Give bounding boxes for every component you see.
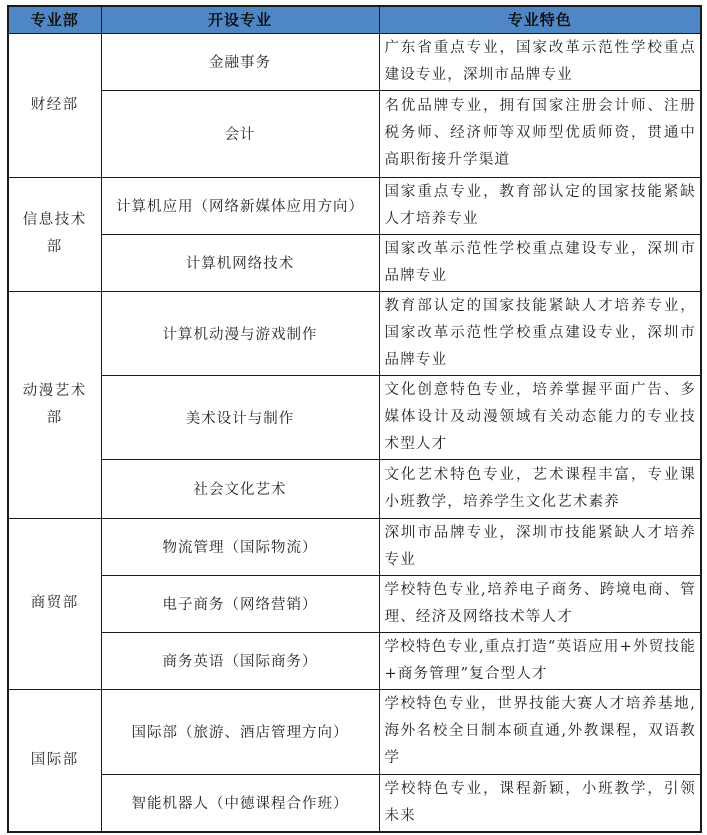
- major-cell: 社会文化艺术: [101, 459, 379, 518]
- feature-cell: 学校特色专业，世界技能大赛人才培养基地,海外名校全日制本硕直通,外教课程，双语教学: [379, 689, 701, 774]
- department-cell: 国际部: [8, 689, 101, 832]
- majors-table: [7, 5, 702, 833]
- table-row: [8, 689, 701, 774]
- feature-cell: 学校特色专业,重点打造“英语应用+外贸技能+商务管理”复合型人才: [379, 632, 701, 689]
- feature-cell: 国家改革示范性学校重点建设专业，深圳市品牌专业: [379, 234, 701, 291]
- column-header-majors: 开设专业: [101, 6, 379, 33]
- major-cell: 智能机器人（中德课程合作班）: [101, 774, 379, 832]
- table-row: [8, 575, 701, 632]
- table-row: [8, 518, 701, 575]
- table-row: [8, 234, 701, 291]
- major-cell: 物流管理（国际物流）: [101, 518, 379, 575]
- table-row: [8, 632, 701, 689]
- table-row: [8, 375, 701, 459]
- department-cell: 动漫艺术部: [8, 291, 101, 518]
- major-cell: 金融事务: [101, 33, 379, 90]
- table-row: [8, 90, 701, 177]
- column-header-features: 专业特色: [379, 6, 701, 33]
- major-cell: 美术设计与制作: [101, 375, 379, 459]
- header-row: [8, 6, 701, 33]
- table-row: [8, 774, 701, 832]
- feature-cell: 文化创意特色专业，培养掌握平面广告、多媒体设计及动漫领域有关动态能力的专业技术型人才: [379, 375, 701, 459]
- feature-cell: 学校特色专业，课程新颖，小班教学，引领未来: [379, 774, 701, 832]
- major-cell: 商务英语（国际商务）: [101, 632, 379, 689]
- department-cell: 信息技术部: [8, 177, 101, 291]
- major-cell: 计算机网络技术: [101, 234, 379, 291]
- major-cell: 电子商务（网络营销）: [101, 575, 379, 632]
- table-row: [8, 33, 701, 90]
- feature-cell: 学校特色专业,培养电子商务、跨境电商、管理、经济及网络技术等人才: [379, 575, 701, 632]
- feature-cell: 国家重点专业，教育部认定的国家技能紧缺人才培养专业: [379, 177, 701, 234]
- feature-cell: 名优品牌专业，拥有国家注册会计师、注册税务师、经济师等双师型优质师资，贯通中高职衔接升学渠道: [379, 90, 701, 177]
- major-cell: 计算机应用（网络新媒体应用方向）: [101, 177, 379, 234]
- column-header-department: 专业部: [8, 6, 101, 33]
- feature-cell: 文化艺术特色专业，艺术课程丰富，专业课小班教学，培养学生文化艺术素养: [379, 459, 701, 518]
- table-row: [8, 459, 701, 518]
- feature-cell: 教育部认定的国家技能紧缺人才培养专业，国家改革示范性学校重点建设专业，深圳市品牌专业: [379, 291, 701, 375]
- feature-cell: 深圳市品牌专业，深圳市技能紧缺人才培养专业: [379, 518, 701, 575]
- feature-cell: 广东省重点专业，国家改革示范性学校重点建设专业，深圳市品牌专业: [379, 33, 701, 90]
- table-row: [8, 291, 701, 375]
- major-cell: 计算机动漫与游戏制作: [101, 291, 379, 375]
- department-cell: 财经部: [8, 33, 101, 177]
- major-cell: 国际部（旅游、酒店管理方向）: [101, 689, 379, 774]
- department-cell: 商贸部: [8, 518, 101, 689]
- table-row: [8, 177, 701, 234]
- major-cell: 会计: [101, 90, 379, 177]
